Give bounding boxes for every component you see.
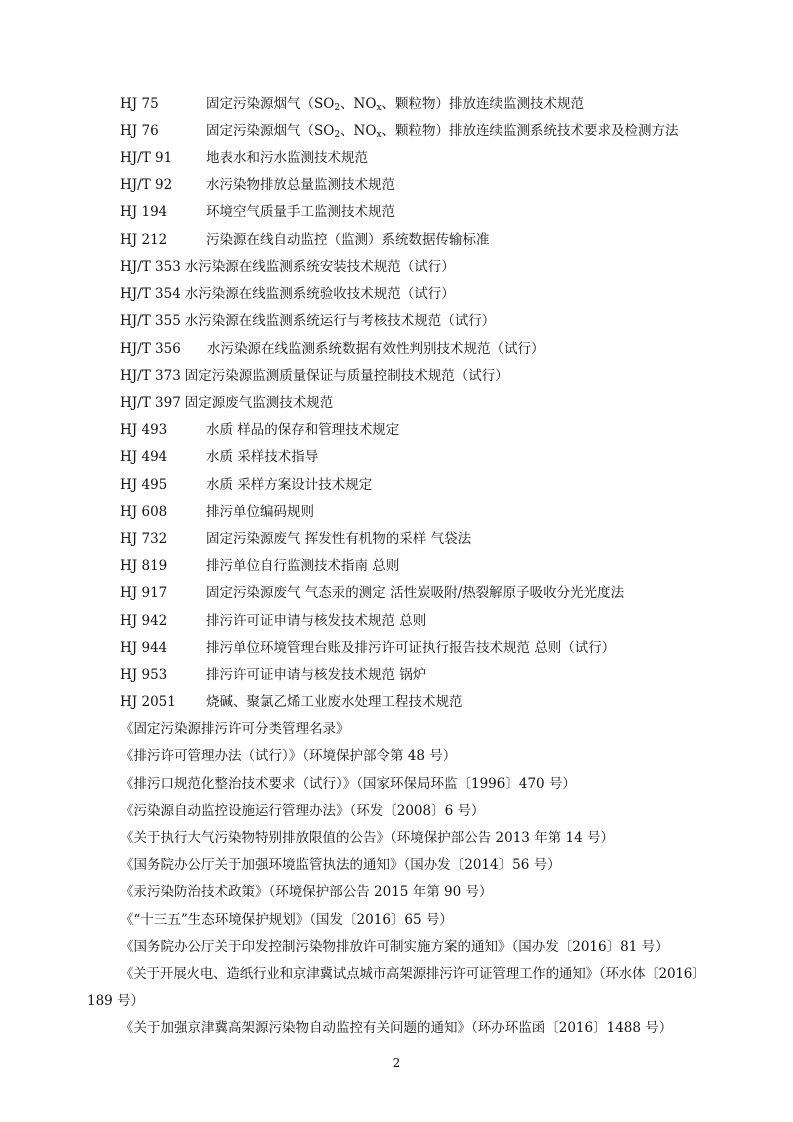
standard-code: HJ 75 [120, 96, 159, 112]
standard-code: HJ 732 [120, 531, 168, 547]
page-number: 2 [392, 1056, 401, 1070]
standard-title: 固定污染源监测质量保证与质量控制技术规范（试行） [184, 368, 509, 384]
standard-title: 固定污染源废气 气态汞的测定 活性炭吸附/热裂解原子吸收分光光度法 [206, 585, 625, 601]
standard-code: HJ 495 [120, 477, 168, 493]
standard-code: HJ 819 [120, 558, 168, 574]
standard-title: 污染源在线自动监控（监测）系统数据传输标准 [206, 232, 490, 248]
standard-title: 环境空气质量手工监测技术规范 [206, 204, 395, 220]
standard-title: 水污染源在线监测系统数据有效性判别技术规范（试行） [207, 341, 545, 357]
standard-code: HJ 942 [120, 613, 168, 629]
standard-code: HJ/T 356 [120, 341, 181, 357]
standard-code: HJ 2051 [120, 694, 176, 710]
standard-code: HJ 212 [120, 232, 168, 248]
standard-code: HJ 194 [120, 204, 168, 220]
standard-code: HJ 76 [120, 123, 159, 139]
standard-title: 固定污染源废气 挥发性有机物的采样 气袋法 [206, 531, 472, 547]
standard-title: 排污单位自行监测技术指南 总则 [206, 558, 400, 574]
standard-title: 水污染源在线监测系统安装技术规范（试行） [184, 259, 455, 275]
standard-title: 水污染物排放总量监测技术规范 [206, 177, 395, 193]
standard-code: HJ/T 92 [120, 177, 173, 193]
standard-code: HJ 953 [120, 667, 168, 683]
standard-code: HJ/T 355 [120, 313, 181, 329]
standard-code: HJ 917 [120, 585, 168, 601]
document-page: HJ 75 固定污染源烟气（$SO_2$、$NO_x$、颗粒物）排放连续监测技术规范 HJ 76 固定污染源烟气（$SO_2$、$NO_x$、颗粒物）排放连续监测系统技术要求及检测方法 HJ/T 91 地表水和污水监测技术规范 HJ/T 92 水污染物排放总量监测技术规范 HJ 194 环境空气质量手工监测技术规范 HJ 212 污染源在线自动监控（监测）系统数据传输标准 HJ/T 353 水污染源在线监测系统安装技术规范（试行） HJ/T 354 水污染源在线监测系统验收技术规范（试行） HJ/T 355 水污染源在线监测系统运行与考核技术规范（试行） HJ/T 356 水污染源在线监测系统数据有效性判别技术规范（试行） HJ/T 373 固定污染源监测质量保证与质量控制技术规范（试行） HJ/T 397 固定源废气监测技术规范 HJ 493 水质 样品的保存和管理技术规定 HJ 494 水质 采样技术指导 HJ 495 水质 采样方案设计技术规定 HJ 608 排污单位编码规则 HJ 732 固定污染源废气 挥发性有机物的采样 气袋法 HJ 819 排污单位自行监测技术指南 总则 HJ 917 固定污染源废气 气态汞的测定 活性炭吸附/热裂解原子吸收分光光度法 HJ 942 排污许可证申请与核发技术规范 总则 HJ 944 排污单位环境管理台账及排污许可证执行报告技术规范 总则（试行） HJ 953 排污许可证申请与核发技术规范 锅炉 HJ 2051 烧碱、聚氯乙烯工业废水处理工程技术规范 《固定污染源排污许可分类管理名录》 《排污许可管理办法（试行）》（环境保护部令第 48 号） 《排污口规范化整治技术要求（试行）》（国家环保局环监〔1996〕470 号） 《污染源自动监控设施运行管理办法》（环发〔2008〕6 号） 《关于执行大气污染物特别排放限值的公告》（环境保护部公告 2013 年第 14 号） 《国务院办公厅关于加强环境监管执法的通知》（国办发〔2014〕56 号） 《汞污染防治技术政策》（环境保护部公告 2015 年第 90 号） 《“十三五”生态环境保护规划》（国发〔2016〕65 号） 《国务院办公厅关于印发控制污染物排放许可制实施方案的通知》（国办发〔2016〕81 号） 《关于开展火电、造纸行业和京津冀试点城市高架源排污许可证管理工作的通知》（环水体〔2016〕 189 号） 《关于加强京津冀高架源污染物自动监控有关问题的通知》（环办环监函〔2016〕1488 号） 2 [0, 0, 793, 1122]
standard-code: HJ 493 [120, 422, 168, 438]
standard-title: 固定污染源烟气（$SO_2$、$NO_x$、颗粒物）排放连续监测技术规范 [206, 96, 585, 113]
standard-code: HJ/T 397 [120, 395, 181, 411]
standard-title: 烧碱、聚氯乙烯工业废水处理工程技术规范 [206, 694, 463, 710]
standard-title: 排污许可证申请与核发技术规范 总则 [206, 613, 427, 629]
standard-title: 水质 采样方案设计技术规定 [206, 477, 373, 493]
standard-code: HJ/T 373 [120, 368, 181, 384]
standard-title: 排污单位编码规则 [206, 504, 314, 520]
standard-title: 地表水和污水监测技术规范 [206, 150, 368, 166]
standard-title: 排污单位环境管理台账及排污许可证执行报告技术规范 总则（试行） [206, 640, 616, 656]
standard-title: 排污许可证申请与核发技术规范 锅炉 [206, 667, 427, 683]
standard-title: 水污染源在线监测系统验收技术规范（试行） [184, 286, 455, 302]
standard-code: HJ 608 [120, 504, 168, 520]
standard-title: 水质 样品的保存和管理技术规定 [206, 422, 400, 438]
standard-title: 固定污染源烟气（$SO_2$、$NO_x$、颗粒物）排放连续监测系统技术要求及检测方法 [206, 123, 679, 140]
standard-title: 水污染源在线监测系统运行与考核技术规范（试行） [184, 313, 496, 329]
standard-code: HJ 944 [120, 640, 168, 656]
standard-code: HJ/T 353 [120, 259, 181, 275]
standard-title: 固定源废气监测技术规范 [184, 395, 334, 411]
standard-code: HJ/T 354 [120, 286, 181, 302]
standard-title: 水质 采样技术指导 [206, 449, 319, 465]
standard-code: HJ 494 [120, 449, 168, 465]
standard-code: HJ/T 91 [120, 150, 173, 166]
